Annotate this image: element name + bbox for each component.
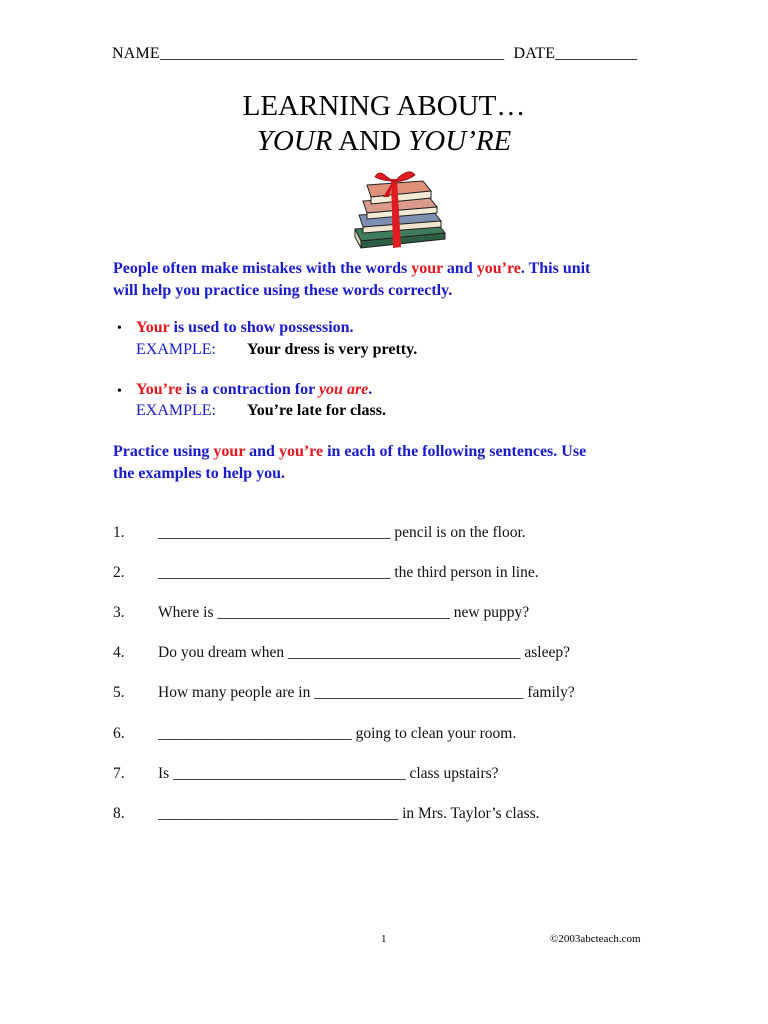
intro-paragraph (113, 258, 590, 302)
instructions-line-1 (113, 441, 586, 463)
exercise-sentence: ______________________________ the third person in line. (158, 564, 539, 581)
rule-text: . (368, 381, 373, 398)
bullet-icon: • (117, 321, 122, 336)
highlight-your: your (411, 260, 443, 277)
highlight-youre: you’re (476, 260, 521, 277)
exercise-item-3[interactable] (113, 604, 529, 622)
instructions-text: in each of the following sentences. Use (323, 443, 587, 460)
exercise-item-7[interactable] (113, 765, 499, 783)
exercise-number: 3. (113, 604, 125, 621)
exercise-item-8[interactable] (113, 805, 540, 823)
instructions-line-2: the examples to help you. (113, 465, 285, 482)
exercise-number: 8. (113, 805, 125, 822)
page-title: LEARNING ABOUT… (242, 90, 526, 122)
exercise-number: 7. (113, 765, 125, 782)
title-word-and: AND (332, 125, 409, 157)
exercise-item-2[interactable] (113, 564, 539, 582)
rule-youre (136, 381, 372, 399)
rule-text: is a contraction for (181, 381, 319, 398)
example-label: EXAMPLE: (136, 402, 216, 419)
intro-line-1 (113, 258, 590, 280)
intro-text: . This unit (520, 260, 591, 277)
exercise-sentence: Where is ______________________________ new puppy? (158, 604, 530, 621)
exercise-number: 6. (113, 725, 125, 742)
rule-youre-example (136, 402, 386, 420)
instructions-text: and (245, 443, 279, 460)
exercise-sentence: Is ______________________________ class upstairs? (158, 765, 499, 782)
rule-your (136, 319, 354, 337)
instructions-text: Practice using (113, 443, 214, 460)
worksheet-header (112, 45, 637, 63)
rule-emphasis: you are (318, 381, 369, 398)
exercise-sentence: Do you dream when ______________________________ asleep? (158, 644, 570, 661)
rule-word: You’re (136, 381, 182, 398)
rule-your-example (136, 341, 417, 359)
exercise-item-5[interactable] (113, 684, 575, 702)
instructions-paragraph (113, 441, 586, 485)
rule-word: Your (136, 319, 170, 336)
intro-text: and (442, 260, 477, 277)
title-word-youre: YOU’RE (408, 125, 512, 157)
exercise-sentence: _________________________ going to clean your room. (158, 725, 517, 742)
page-subtitle (0, 125, 768, 158)
intro-line-2: will help you practice using these words correctly. (113, 282, 453, 299)
exercise-sentence: ______________________________ pencil is on the floor. (158, 524, 526, 541)
exercise-sentence: _______________________________ in Mrs. Taylor’s class. (158, 805, 540, 822)
page-number: 1 (381, 933, 387, 945)
stack-of-books-icon (349, 167, 449, 251)
example-sentence: Your dress is very pretty. (247, 341, 418, 358)
exercise-number: 1. (113, 524, 125, 541)
highlight-your: your (213, 443, 246, 460)
name-field-label: NAME__________________________________________ (112, 45, 505, 62)
example-sentence: You’re late for class. (247, 402, 386, 419)
exercise-number: 4. (113, 644, 125, 661)
highlight-youre: you’re (278, 443, 324, 460)
bullet-icon: • (117, 384, 122, 399)
date-field-label: DATE__________ (513, 45, 638, 62)
rule-text: is used to show possession. (169, 319, 354, 336)
exercise-number: 5. (113, 684, 125, 701)
exercise-item-1[interactable] (113, 524, 526, 542)
exercise-item-6[interactable] (113, 725, 516, 743)
exercise-item-4[interactable] (113, 644, 570, 662)
title-word-your: YOUR (256, 125, 333, 157)
example-label: EXAMPLE: (136, 341, 216, 358)
copyright-notice: ©2003abcteach.com (550, 933, 641, 945)
intro-text: People often make mistakes with the words (113, 260, 412, 277)
exercise-number: 2. (113, 564, 125, 581)
exercise-sentence: How many people are in ___________________________ family? (158, 684, 575, 701)
